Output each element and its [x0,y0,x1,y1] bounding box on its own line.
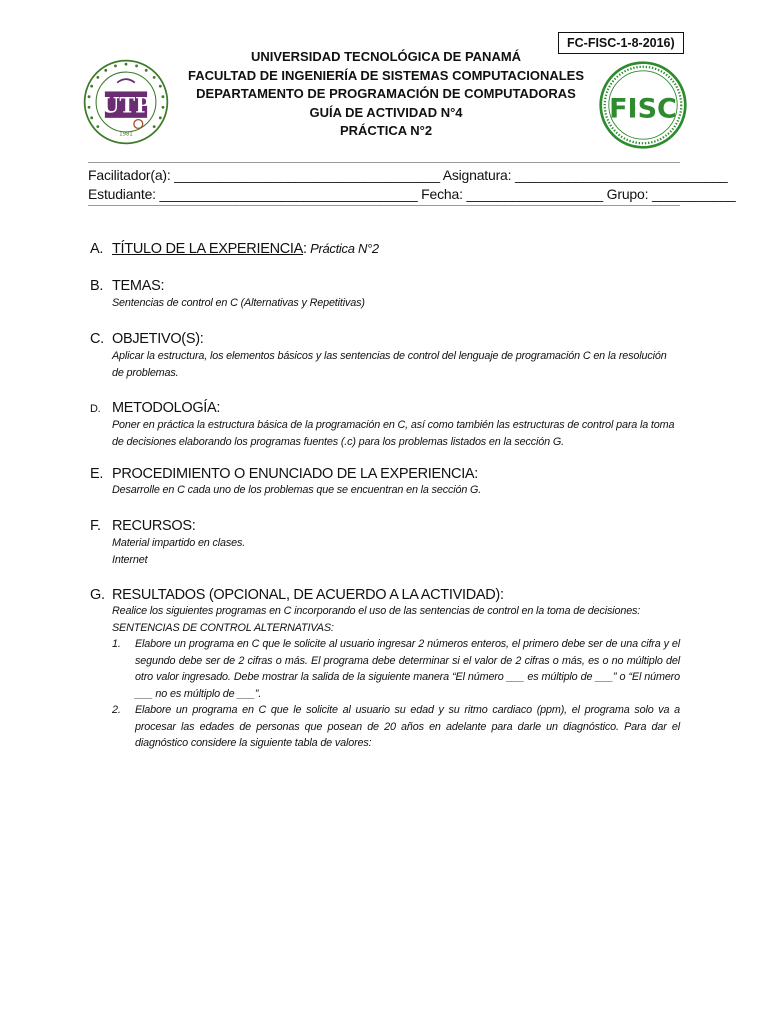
section-e [90,466,680,499]
section-body: Sentencias de control en C (Alternativas y Repetitivas) [112,297,365,309]
section-title: TÍTULO DE LA EXPERIENCIA [112,241,304,257]
results-intro: Realice los siguientes programas en C incorporando el uso de las sentencias de control en la toma de decisiones: [112,605,641,617]
section-d [90,400,680,450]
header-divider [88,162,680,163]
section-body: Aplicar la estructura, los elementos básicos y las sentencias de control del lenguaje de programación C en la resolución de problemas. [112,350,667,379]
list-item-number: 2. [112,704,121,716]
document-header [180,48,592,141]
svg-text:UTP: UTP [101,92,151,118]
list-item-number: 1. [112,638,121,650]
section-value: Práctica N°2 [306,241,379,256]
section-title: RESULTADOS (OPCIONAL, DE ACUERDO A LA ACTIVIDAD): [112,587,504,603]
section-body: Desarrolle en C cada uno de los problemas que se encuentran en la sección G. [112,484,482,496]
section-letter: B. [90,278,104,294]
list-item-text: Elabore un programa en C que le solicite al usuario su edad y su ritmo cardiaco (ppm), el programa solo va a procesar las edades de personas que posean de 20 años en adelante para darle un diagnóstico. Para dar el diagnóstico considere la siguiente tabla de valores: [135,704,680,749]
section-b [90,278,680,312]
section-title: METODOLOGÍA: [112,400,221,416]
section-letter: G. [90,587,105,603]
section-body: Poner en práctica la estructura básica de la programación en C, así como también las estructuras de control para la toma de decisiones elaborando los programas fuentes (.c) para los problemas listados en la sección G. [112,419,675,448]
guide-title: GUÍA DE ACTIVIDAD N°4 [309,104,463,120]
section-title: TEMAS: [112,278,165,294]
results-subtitle: SENTENCIAS DE CONTROL ALTERNATIVAS: [112,621,334,634]
document-code: FC-FISC-1-8-2016) [558,32,684,54]
section-letter: C. [90,331,104,347]
form-line-student: Estudiante: __________________________________ Fecha: __________________ Grupo: ___________ [88,186,736,202]
list-item [112,702,680,752]
list-item-text: Elabore un programa en C que le solicite al usuario ingresar 2 números enteros, el primero debe ser de una cifra y el segundo debe ser de 2 cifras o más. El programa debe determinar si el valor de 2 cifras o más, es o no múltiplo del otro valor ingresado. Debe mostrar la salida de la siguiente manera “El número ___ es múltiplo de ___” o “El número ___ no es múltiplo de ___”. [135,638,680,700]
section-letter: A. [90,241,104,257]
section-title: RECURSOS: [112,518,196,534]
form-line-facilitator: Facilitador(a): ___________________________________ Asignatura: ____________________________ [88,167,728,183]
university-name: UNIVERSIDAD TECNOLÓGICA DE PANAMÁ [250,49,522,64]
section-title: PROCEDIMIENTO O ENUNCIADO DE LA EXPERIENCIA: [112,466,479,482]
svg-text:FISC: FISC [609,93,677,125]
section-g [90,587,680,752]
section-title: OBJETIVO(S): [112,331,204,347]
faculty-name: FACULTAD DE INGENIERÍA DE SISTEMAS COMPUTACIONALES [187,67,585,83]
department-name: DEPARTAMENTO DE PROGRAMACIÓN DE COMPUTADORAS [196,86,576,101]
form-divider [88,205,680,206]
utp-logo [82,58,170,146]
section-letter: E. [90,466,104,482]
svg-text:1981: 1981 [119,131,133,138]
section-letter: D. [90,403,101,415]
section-f [90,518,680,568]
section-body-line: Internet [112,553,148,566]
section-a: A. TÍTULO DE LA EXPERIENCIA: Práctica N°2 [90,241,379,257]
practice-title: PRÁCTICA N°2 [339,123,433,138]
section-body-line: Material impartido en clases. [112,537,246,549]
section-c [90,331,680,381]
list-item [112,636,680,702]
fisc-logo [598,60,688,150]
section-letter: F. [90,518,101,534]
